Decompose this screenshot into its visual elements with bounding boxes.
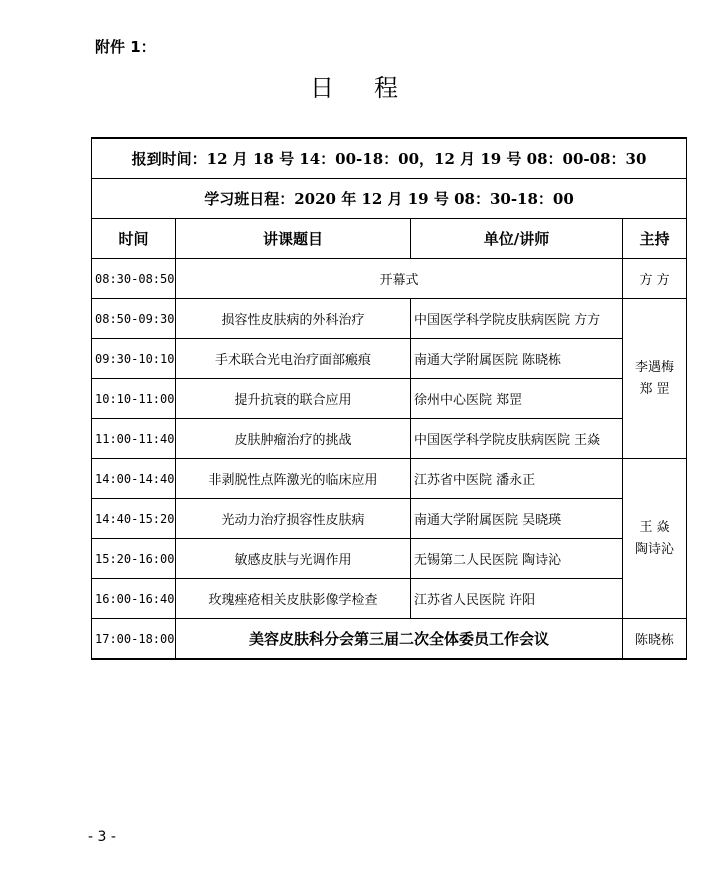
opening-row [92, 259, 687, 299]
row-unit: 南通大学附属医院 陈晓栋 [411, 339, 623, 379]
row-topic: 手术联合光电治疗面部瘢痕 [176, 339, 411, 379]
table-row [92, 459, 687, 499]
table-row [92, 499, 687, 539]
registration-row [92, 138, 687, 179]
row-time: 14:40-15:20 [92, 499, 176, 539]
table-row [92, 379, 687, 419]
row-unit: 徐州中心医院 郑罡 [411, 379, 623, 419]
morning-hosts [623, 299, 687, 459]
row-topic: 提升抗衰的联合应用 [176, 379, 411, 419]
table-row [92, 579, 687, 619]
header-host: 主持 [623, 219, 687, 259]
title-char-1: 日 [310, 74, 334, 102]
schedule-table [91, 137, 687, 660]
row-unit: 江苏省中医院 潘永正 [411, 459, 623, 499]
host-name: 王 焱 [639, 519, 670, 535]
row-topic: 非剥脱性点阵激光的临床应用 [176, 459, 411, 499]
host-name: 李遇梅 [635, 359, 675, 375]
row-time: 09:30-10:10 [92, 339, 176, 379]
row-unit: 南通大学附属医院 吴晓瑛 [411, 499, 623, 539]
row-unit: 中国医学科学院皮肤病医院 王焱 [411, 419, 623, 459]
attachment-label: 附件 1： [95, 38, 156, 56]
header-row [92, 219, 687, 259]
page-number: - 3 - [88, 829, 116, 845]
row-topic: 光动力治疗损容性皮肤病 [176, 499, 411, 539]
row-unit: 江苏省人民医院 许阳 [411, 579, 623, 619]
opening-time: 08:30-08:50 [92, 259, 176, 299]
row-time: 08:50-09:30 [92, 299, 176, 339]
row-time: 15:20-16:00 [92, 539, 176, 579]
row-time: 16:00-16:40 [92, 579, 176, 619]
host-name: 陶诗沁 [635, 541, 675, 557]
opening-topic: 开幕式 [176, 259, 623, 299]
header-topic: 讲课题目 [176, 219, 411, 259]
header-time: 时间 [92, 219, 176, 259]
table-row [92, 419, 687, 459]
registration-time: 报到时间：12 月 18 号 14：00-18：00，12 月 19 号 08：00-08：30 [92, 138, 687, 179]
meeting-time: 17:00-18:00 [92, 619, 176, 660]
title-char-2: 程 [374, 74, 398, 102]
row-time: 10:10-11:00 [92, 379, 176, 419]
header-unit: 单位/讲师 [411, 219, 623, 259]
class-schedule-row [92, 179, 687, 219]
afternoon-hosts [623, 459, 687, 619]
opening-host: 方 方 [623, 259, 687, 299]
meeting-host: 陈晓栋 [623, 619, 687, 660]
table-row [92, 339, 687, 379]
row-topic: 皮肤肿瘤治疗的挑战 [176, 419, 411, 459]
host-name: 郑 罡 [639, 381, 670, 397]
meeting-topic: 美容皮肤科分会第三届二次全体委员工作会议 [176, 619, 623, 660]
row-topic: 敏感皮肤与光调作用 [176, 539, 411, 579]
row-time: 14:00-14:40 [92, 459, 176, 499]
page-title [0, 68, 708, 103]
row-unit: 中国医学科学院皮肤病医院 方方 [411, 299, 623, 339]
meeting-row [92, 619, 687, 660]
row-topic: 损容性皮肤病的外科治疗 [176, 299, 411, 339]
row-unit: 无锡第二人民医院 陶诗沁 [411, 539, 623, 579]
row-time: 11:00-11:40 [92, 419, 176, 459]
table-row [92, 299, 687, 339]
row-topic: 玫瑰痤疮相关皮肤影像学检查 [176, 579, 411, 619]
table-row [92, 539, 687, 579]
class-schedule: 学习班日程：2020 年 12 月 19 号 08：30-18：00 [92, 179, 687, 219]
